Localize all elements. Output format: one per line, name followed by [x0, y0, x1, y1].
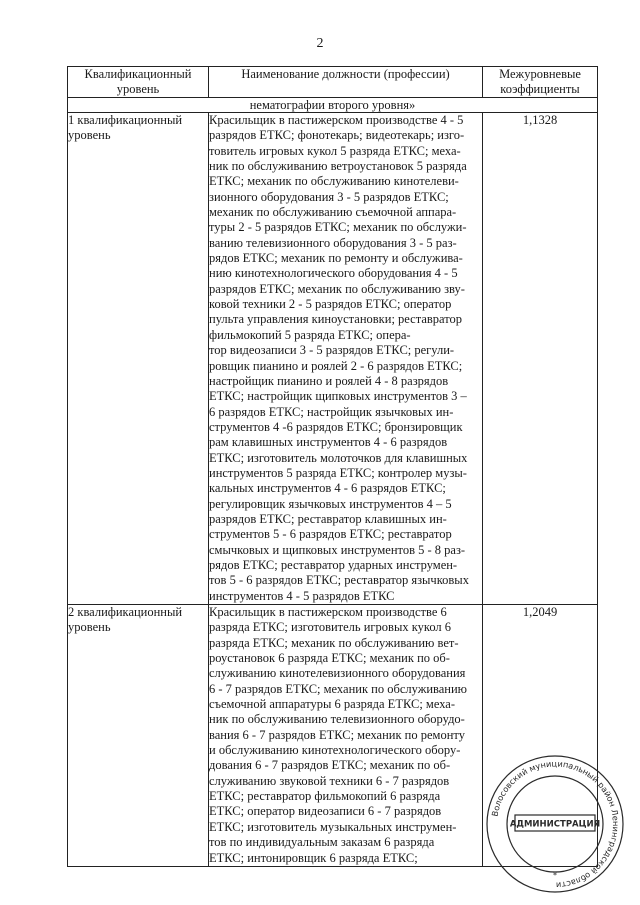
header-coefficient: Межуровневые коэффициенты: [483, 67, 598, 98]
position-line: ник по обслуживанию ветроустановок 5 разряда: [209, 159, 467, 174]
page-number: 2: [316, 36, 324, 51]
header-position: Наименование должности (профессии): [209, 67, 483, 98]
position-line: съемочной аппаратуры 6 разряда ЕТКС; меха-: [209, 697, 456, 712]
qualification-table: [67, 66, 601, 867]
position-line: пульта управления киноустановки; реставратор: [209, 312, 463, 327]
position-line: разряда ЕТКС; механик по обслуживанию вет-: [209, 635, 459, 650]
qualification-level: 1 квалификационный уровень: [68, 113, 209, 605]
position-line: разрядов ЕТКС; механик по обслуживанию зву-: [209, 281, 465, 296]
position-line: инструментов 4 - 5 разрядов ЕТКС: [209, 588, 395, 603]
svg-text:АДМИНИСТРАЦИЯ: АДМИНИСТРАЦИЯ: [509, 819, 601, 830]
position-line: разрядов ЕТКС; реставратор клавишных ин-: [209, 511, 447, 526]
position-line: инструментов 5 разряда ЕТКС; контролер музы-: [209, 465, 467, 480]
position-line: ЕТКС; интонировщик 6 разряда ЕТКС;: [209, 850, 418, 865]
position-line: 6 - 7 разрядов ЕТКС; механик по обслуживанию: [209, 681, 468, 696]
position-line: дования 6 - 7 разрядов ЕТКС; механик по об-: [209, 758, 451, 773]
position-line: тов по индивидуальным заказам 6 разряда: [209, 835, 435, 850]
position-line: ЕТКС; изготовитель молоточков для клавишных: [209, 450, 468, 465]
positions-list: [209, 605, 483, 867]
table-row: [68, 113, 598, 605]
position-line: ЕТКС; оператор видеозаписи 6 - 7 разрядов: [209, 804, 442, 819]
coefficient-value: 1,2049: [483, 605, 598, 867]
group-row: [68, 98, 598, 113]
position-line: регулировщик язычковых инструментов 4 – 5: [209, 496, 452, 511]
position-line: струментов 5 - 6 разрядов ЕТКС; реставратор: [209, 527, 452, 542]
position-line: смычковых и щипковых инструментов 5 - 8 раз-: [209, 542, 466, 557]
position-line: ник по обслуживанию телевизионного оборудо-: [209, 712, 465, 727]
position-line: настройщик пианино и роялей 4 - 8 разрядов: [209, 373, 449, 388]
position-line: служиванию звуковой техники 6 - 7 разрядов: [209, 773, 450, 788]
group-continuation-title: нематографии второго уровня»: [68, 98, 598, 113]
position-line: разрядов ЕТКС; фонотекарь; видеотекарь; изго-: [209, 128, 465, 143]
position-line: Красильщик в пастижерском производстве 6: [209, 605, 447, 619]
position-line: рядов ЕТКС; механик по ремонту и обслужива-: [209, 251, 463, 266]
position-line: и обслуживанию кинотехнологического обору-: [209, 743, 461, 758]
positions-list: [209, 113, 483, 605]
position-line: ЕТКС; настройщик щипковых инструментов 3 –: [209, 389, 467, 404]
position-line: тов 5 - 6 разрядов ЕТКС; реставратор язычковых: [209, 573, 469, 588]
position-line: туры 2 - 5 разрядов ЕТКС; механик по обслужи-: [209, 220, 467, 235]
position-line: струментов 4 -6 разрядов ЕТКС; бронзировщик: [209, 419, 463, 434]
official-seal-stamp: [475, 754, 635, 894]
position-line: служиванию кинотелевизионного оборудования: [209, 666, 466, 681]
position-line: рам клавишных инструментов 4 - 6 разрядов: [209, 435, 448, 450]
position-line: товитель игровых кукол 5 разряда ЕТКС; меха-: [209, 143, 461, 158]
position-line: тор видеозаписи 3 - 5 разрядов ЕТКС; регули-: [209, 343, 455, 358]
position-line: роустановок 6 разряда ЕТКС; механик по об-: [209, 651, 450, 666]
position-line: ванию телевизионного оборудования 3 - 5 раз-: [209, 235, 457, 250]
position-line: ЕТКС; механик по обслуживанию кинотелеви-: [209, 174, 459, 189]
position-line: механик по обслуживанию съемочной аппара-: [209, 205, 457, 220]
qualification-level: 2 квалификационный уровень: [68, 605, 209, 867]
position-line: разряда ЕТКС; изготовитель игровых кукол 6: [209, 620, 452, 635]
position-line: 6 разрядов ЕТКС; настройщик язычковых ин-: [209, 404, 454, 419]
position-line: ЕТКС; реставратор фильмокопий 6 разряда: [209, 789, 441, 804]
header-level: Квалификационный уровень: [68, 67, 209, 98]
position-line: фильмокопий 5 разряда ЕТКС; опера-: [209, 327, 411, 342]
coefficient-value: 1,1328: [483, 113, 598, 605]
position-line: кальных инструментов 4 - 6 разрядов ЕТКС;: [209, 481, 446, 496]
position-line: ровщик пианино и роялей 2 - 6 разрядов ЕТКС;: [209, 358, 463, 373]
position-line: ЕТКС; изготовитель музыкальных инструмен-: [209, 819, 457, 834]
svg-text:*: *: [553, 871, 557, 880]
position-line: зионного оборудования 3 - 5 разрядов ЕТКС;: [209, 189, 449, 204]
position-line: вания 6 - 7 разрядов ЕТКС; механик по ремонту: [209, 727, 465, 742]
position-line: Красильщик в пастижерском производстве 4 - 5: [209, 113, 464, 127]
position-line: ковой техники 2 - 5 разрядов ЕТКС; оператор: [209, 297, 452, 312]
svg-text:Волосовский муниципальный райо: Волосовский муниципальный район Ленинградской области: [489, 758, 622, 891]
position-line: рядов ЕТКС; реставратор ударных инструмен-: [209, 557, 458, 572]
table-header-row: [68, 67, 598, 98]
position-line: нию кинотехнологического оборудования 4 - 5: [209, 266, 458, 281]
